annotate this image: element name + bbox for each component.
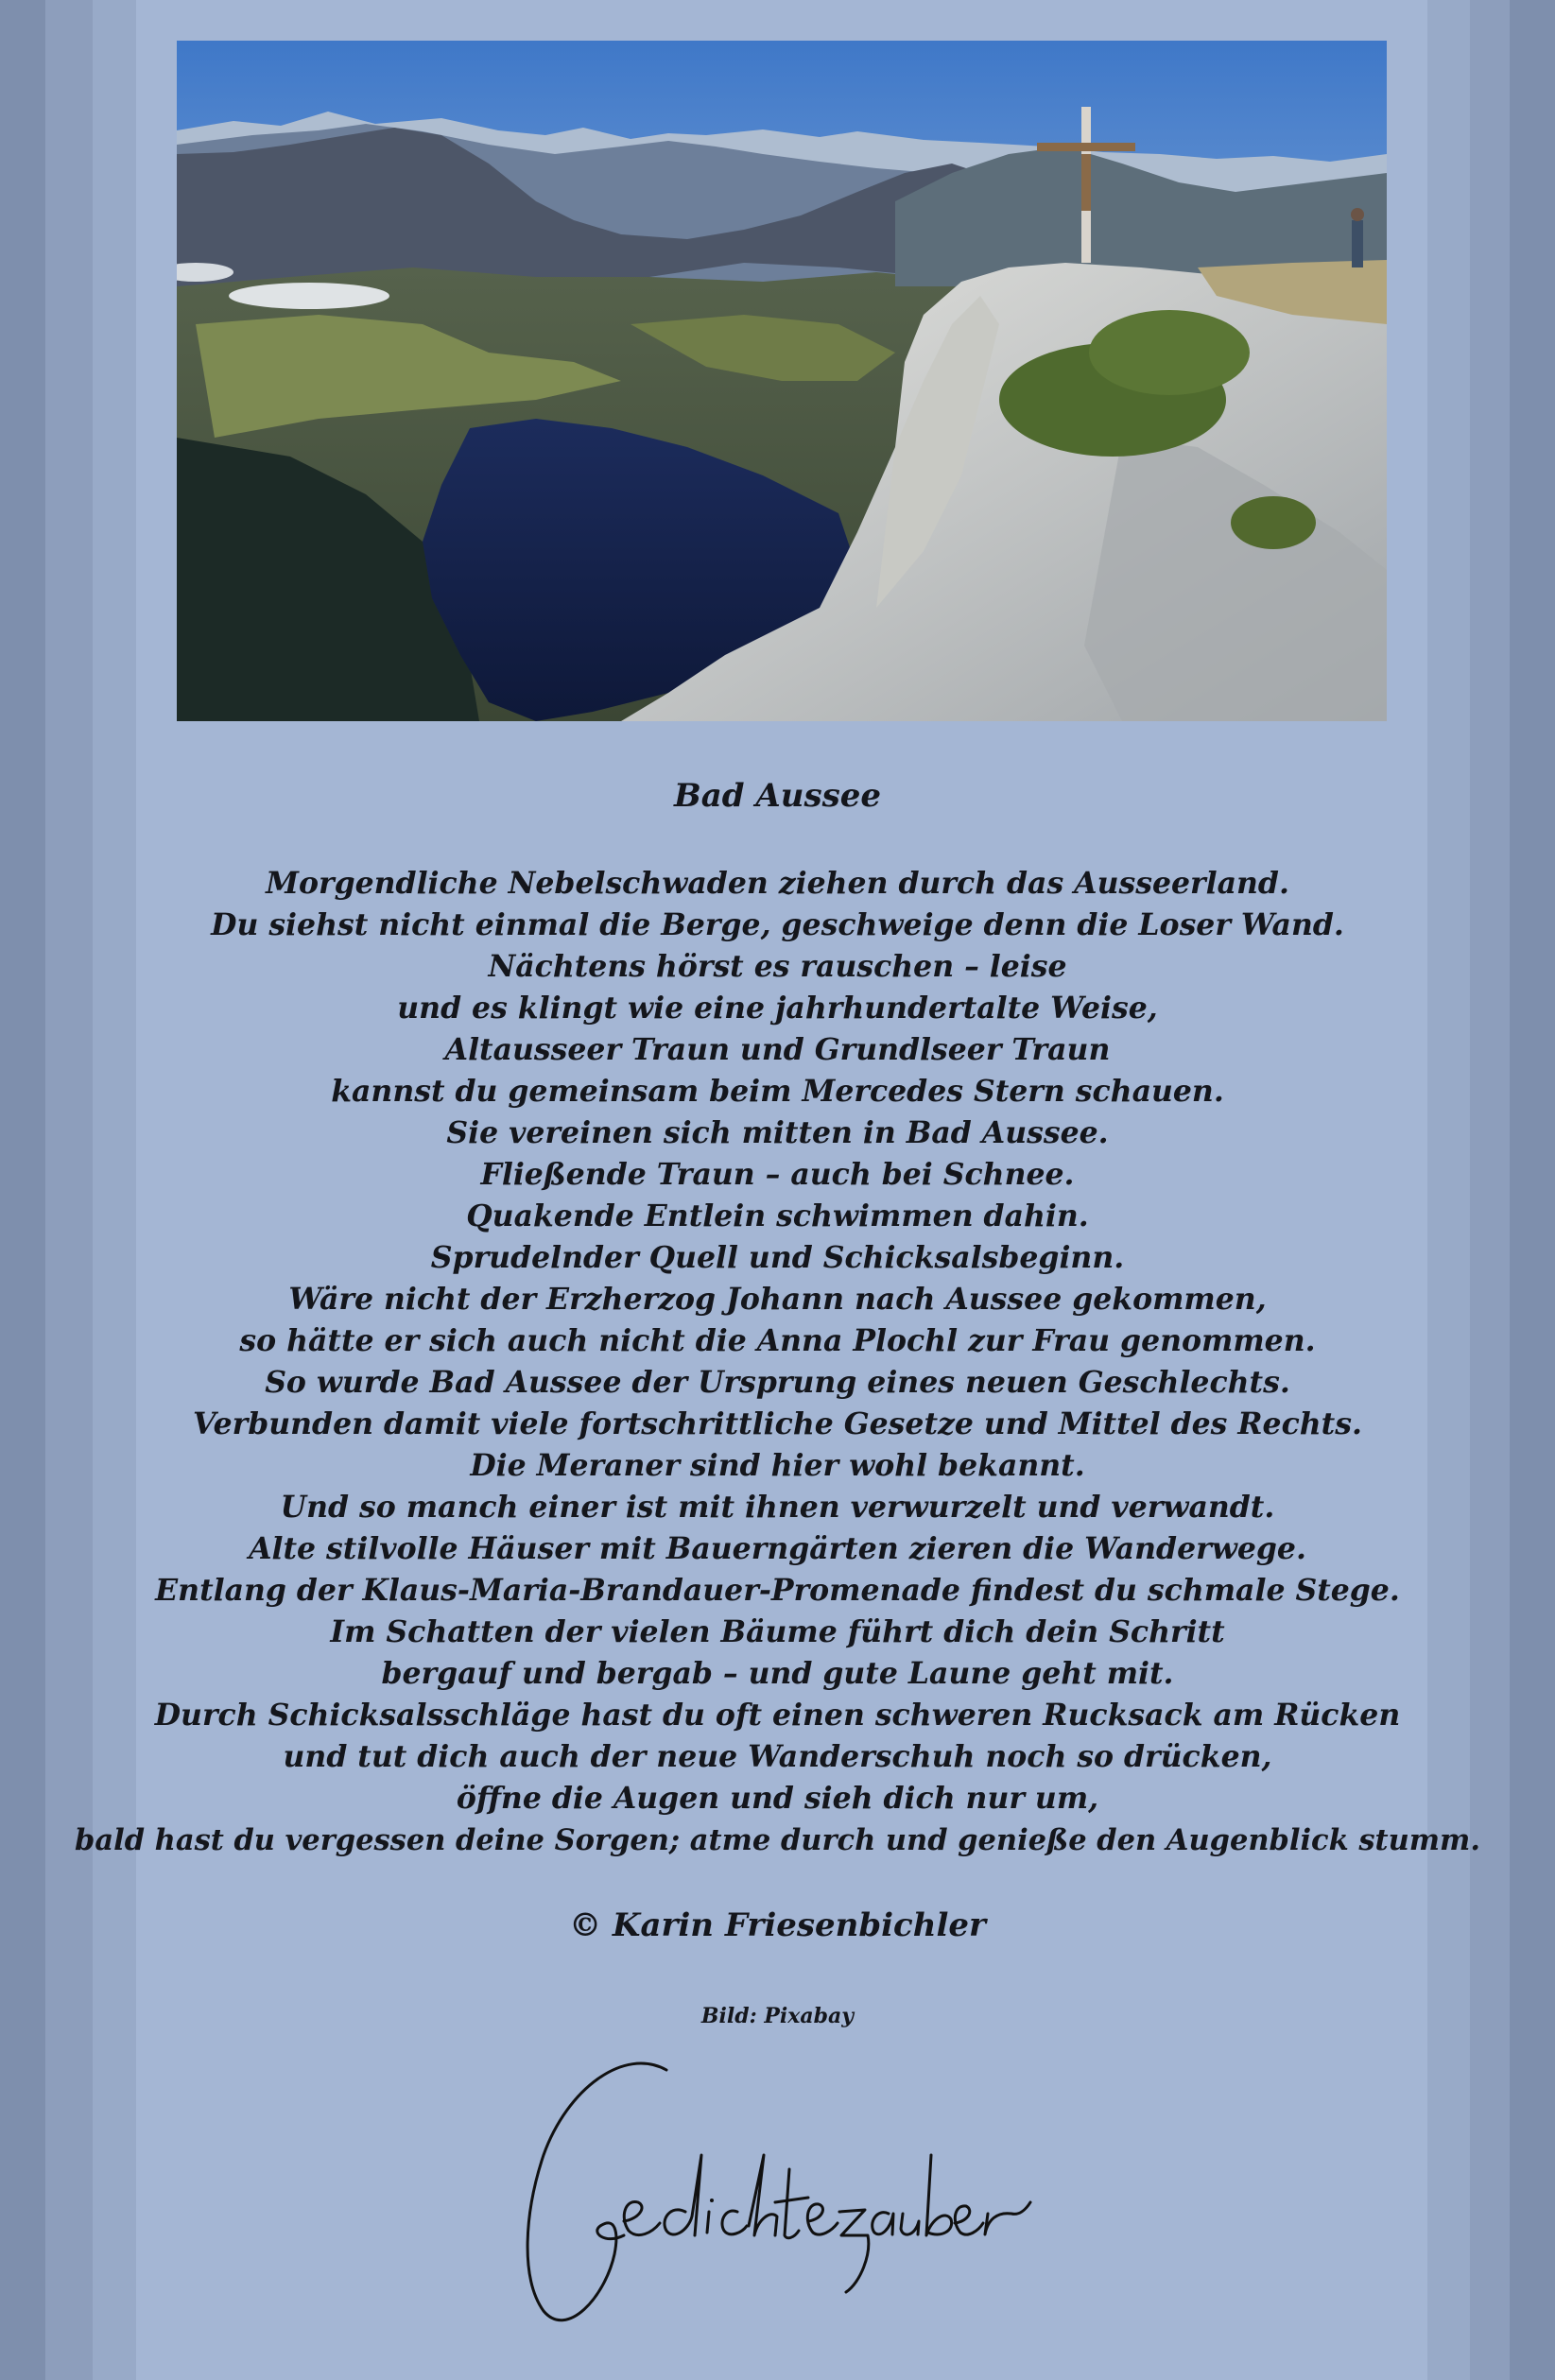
poem-line: öffne die Augen und sieh dich nur um, bbox=[456, 1781, 1099, 1816]
poem-line: Altausseer Traun und Grundlseer Traun bbox=[444, 1032, 1111, 1067]
poem-title: Bad Aussee bbox=[673, 777, 882, 815]
poem-line: Alte stilvolle Häuser mit Bauerngärten zieren die Wanderwege. bbox=[249, 1531, 1306, 1566]
poem-line: bergauf und bergab – und gute Laune geht mit. bbox=[381, 1656, 1174, 1691]
poem-line: Wäre nicht der Erzherzog Johann nach Aussee gekommen, bbox=[288, 1282, 1267, 1317]
poem-line: und es klingt wie eine jahrhundertalte Weise, bbox=[397, 991, 1158, 1026]
poem-line: und tut dich auch der neue Wanderschuh noch so drücken, bbox=[283, 1739, 1272, 1774]
poem-line: kannst du gemeinsam beim Mercedes Stern schauen. bbox=[331, 1074, 1224, 1109]
poem-line: Entlang der Klaus-Maria-Brandauer-Promenade findest du schmale Stege. bbox=[155, 1573, 1400, 1608]
poem-line: bald hast du vergessen deine Sorgen; atme durch und genieße den Augenblick stumm. bbox=[75, 1823, 1480, 1857]
image-credit: Bild: Pixabay bbox=[700, 2004, 855, 2028]
poem-line: Sie vereinen sich mitten in Bad Aussee. bbox=[446, 1115, 1109, 1150]
poem-line: Verbunden damit viele fortschrittliche Gesetze und Mittel des Rechts. bbox=[193, 1406, 1362, 1441]
signature-logo-icon bbox=[501, 2051, 1059, 2335]
poem-body bbox=[0, 863, 1555, 1861]
poem-line: Du siehst nicht einmal die Berge, geschweige denn die Loser Wand. bbox=[211, 907, 1344, 942]
poem-line: Fließende Traun – auch bei Schnee. bbox=[480, 1157, 1075, 1192]
poem-line: Die Meraner sind hier wohl bekannt. bbox=[470, 1448, 1085, 1483]
poem-line: Durch Schicksalsschläge hast du oft einen schweren Rucksack am Rücken bbox=[154, 1698, 1401, 1733]
poem-line: so hätte er sich auch nicht die Anna Plochl zur Frau genommen. bbox=[239, 1323, 1316, 1358]
mountain-lake-photo-icon bbox=[177, 41, 1387, 721]
poem-line: Morgendliche Nebelschwaden ziehen durch das Ausseerland. bbox=[266, 866, 1289, 901]
poem-line: Im Schatten der vielen Bäume führt dich dein Schritt bbox=[330, 1614, 1225, 1649]
poem-line: Nächtens hörst es rauschen – leise bbox=[488, 949, 1067, 984]
poem-line: Sprudelnder Quell und Schicksalsbeginn. bbox=[430, 1240, 1125, 1275]
poem-line: So wurde Bad Aussee der Ursprung eines neuen Geschlechts. bbox=[265, 1365, 1290, 1400]
poem-author: © Karin Friesenbichler bbox=[569, 1906, 986, 1944]
poem-line: Quakende Entlein schwimmen dahin. bbox=[466, 1199, 1089, 1233]
poem-line: Und so manch einer ist mit ihnen verwurzelt und verwandt. bbox=[280, 1490, 1275, 1525]
